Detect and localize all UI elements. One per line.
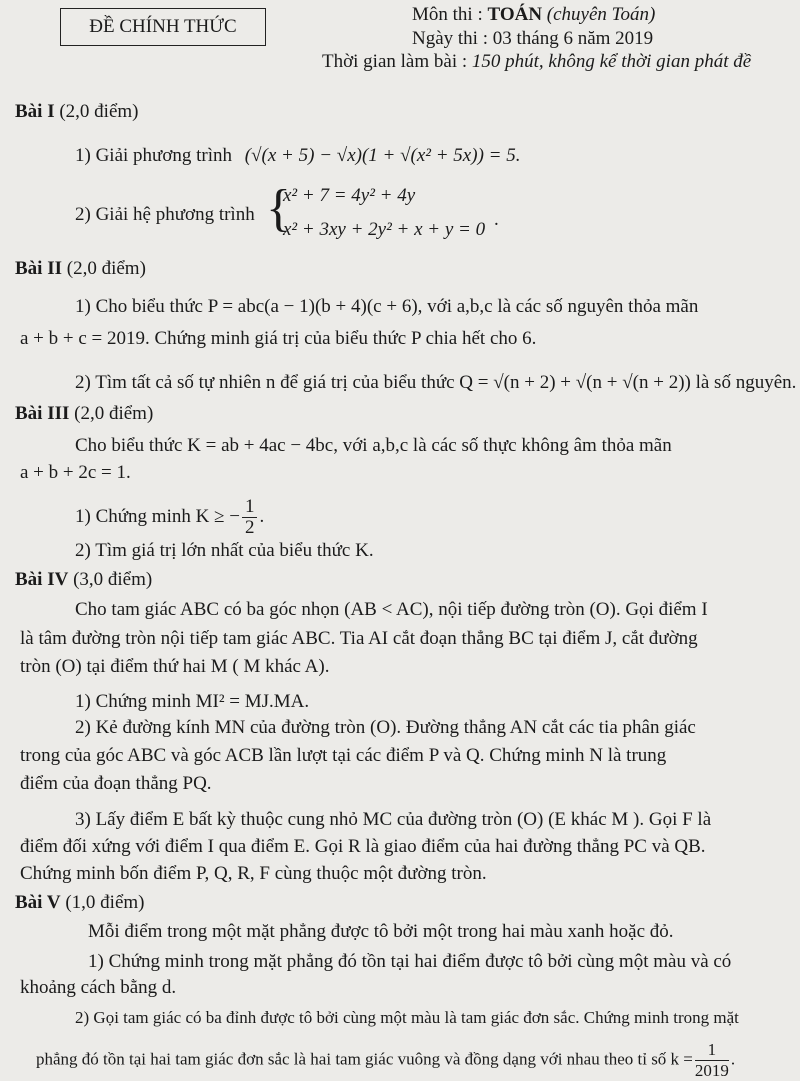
section-title-4 [15, 568, 152, 592]
bai5-q2-line1: 2) Gọi tam giác có ba đỉnh được tô bởi cùng một màu là tam giác đơn sắc. Chứng minh trong mặt [75, 1008, 739, 1027]
bai1-q2-text: 2) Giải hệ phương trình [75, 204, 255, 225]
bai4-intro-line1: Cho tam giác ABC có ba góc nhọn (AB < AC), nội tiếp đường tròn (O). Gọi điểm I [75, 599, 708, 620]
bai4-q3-line3: Chứng minh bốn điểm P, Q, R, F cùng thuộc một đường tròn. [20, 863, 487, 884]
bai4-q3-line2: điểm đối xứng với điểm I qua điểm E. Gọi R là giao điểm của hai đường thẳng PC và QB. [20, 836, 706, 857]
subject-line [412, 4, 655, 26]
fraction-numerator: 1 [242, 497, 258, 518]
bai5-q2-line2: phẳng đó tồn tại hai tam giác đơn sắc là hai tam giác vuông và đồng dạng với nhau theo tỉ số k = $\frac{1}{2019}$ . [36, 1040, 736, 1080]
section-title-5 [15, 891, 145, 915]
bai4-intro-line3: tròn (O) tại điểm thứ hai M ( M khác A). [20, 656, 330, 677]
section-1-label: Bài I [15, 101, 55, 122]
bai3-intro-line1: Cho biểu thức K = ab + 4ac − 4bc, với a,b,c là các số thực không âm thỏa mãn [75, 435, 672, 456]
subject-name: TOÁN [487, 4, 543, 25]
official-label-box: ĐỀ CHÍNH THỨC [60, 8, 266, 46]
bai3-q1-text: 1) Chứng minh K ≥ − [75, 505, 240, 527]
period-mark: . [494, 209, 499, 230]
section-title-3 [15, 402, 153, 426]
bai4-q1-line: 1) Chứng minh MI² = MJ.MA. [75, 691, 310, 712]
bai5-q1-line2: khoảng cách bằng d. [20, 977, 177, 998]
section-4-label: Bài IV [15, 569, 69, 590]
ratio-numerator: 1 [695, 1040, 729, 1061]
bai4-intro-line2: là tâm đường tròn nội tiếp tam giác ABC. Tia AI cắt đoạn thẳng BC tại điểm J, cắt đường [20, 628, 698, 649]
bai2-q2-line: 2) Tìm tất cả số tự nhiên n để giá trị của biểu thức Q = √(n + 2) + √(n + √(n + 2)) là số nguyên. [75, 372, 797, 393]
fraction-denominator: 2 [244, 517, 255, 538]
subject-detail: (chuyên Toán) [542, 4, 656, 25]
section-2-label: Bài II [15, 258, 62, 279]
exam-date: Ngày thi : 03 tháng 6 năm 2019 [412, 28, 654, 49]
bai2-q1-line1: 1) Cho biểu thức P = abc(a − 1)(b + 4)(c + 6), với a,b,c là các số nguyên thỏa mãn [75, 296, 699, 317]
time-prefix: Thời gian làm bài : [322, 51, 472, 72]
system-brace-icon: { [266, 180, 291, 237]
bai1-q2-eq1: x² + 7 = 4y² + 4y [283, 185, 416, 206]
bai5-q1-line1: 1) Chứng minh trong mặt phẳng đó tồn tại hai điểm được tô bởi cùng một màu và có [88, 951, 732, 972]
bai4-q2-line3: điểm của đoạn thẳng PQ. [20, 773, 212, 794]
bai1-q1-text: 1) Giải phương trình [75, 145, 233, 166]
section-2-points: (2,0 điểm) [62, 258, 146, 279]
fraction-one-half [242, 497, 258, 538]
bai3-q1: 1) Chứng minh K ≥ − $\frac{1}{2}$ . [75, 496, 265, 538]
section-5-label: Bài V [15, 892, 61, 913]
time-line [322, 51, 751, 73]
section-3-points: (2,0 điểm) [69, 403, 154, 424]
ratio-denominator: 2019 [694, 1061, 729, 1080]
bai3-q2-line: 2) Tìm giá trị lớn nhất của biểu thức K. [75, 540, 374, 561]
section-1-points: (2,0 điểm) [54, 101, 139, 122]
bai1-q1 [75, 144, 520, 168]
bai1-q2-eq2: x² + 3xy + 2y² + x + y = 0 [283, 219, 486, 240]
bai4-q3-line1: 3) Lấy điểm E bất kỳ thuộc cung nhỏ MC của đường tròn (O) (E khác M ). Gọi F là [75, 809, 712, 830]
section-3-label: Bài III [15, 403, 70, 424]
fraction-ratio [695, 1040, 729, 1081]
time-detail: 150 phút, không kể thời gian phát đề [471, 51, 752, 72]
section-4-points: (3,0 điểm) [68, 569, 153, 590]
bai4-q2-line2: trong của góc ABC và góc ACB lần lượt tại các điểm P và Q. Chứng minh N là trung [20, 745, 667, 766]
section-5-points: (1,0 điểm) [60, 892, 145, 913]
bai1-q1-equation: (√(x + 5) − √x)(1 + √(x² + 5x)) = 5. [244, 145, 521, 166]
bai4-q2-line1: 2) Kẻ đường kính MN của đường tròn (O). Đường thẳng AN cắt các tia phân giác [75, 717, 696, 738]
bai5-intro-line: Mỗi điểm trong một mặt phẳng được tô bởi một trong hai màu xanh hoặc đỏ. [88, 921, 674, 942]
bai5-q2-text: phẳng đó tồn tại hai tam giác đơn sắc là hai tam giác vuông và đồng dạng với nhau theo tỉ số k = [36, 1049, 693, 1069]
bai3-intro-line2: a + b + 2c = 1. [20, 462, 131, 483]
bai2-q1-line2: a + b + c = 2019. Chứng minh giá trị của biểu thức P chia hết cho 6. [20, 328, 537, 349]
section-title-2 [15, 257, 146, 281]
subject-prefix: Môn thi : [412, 4, 488, 25]
section-title-1 [15, 100, 139, 124]
